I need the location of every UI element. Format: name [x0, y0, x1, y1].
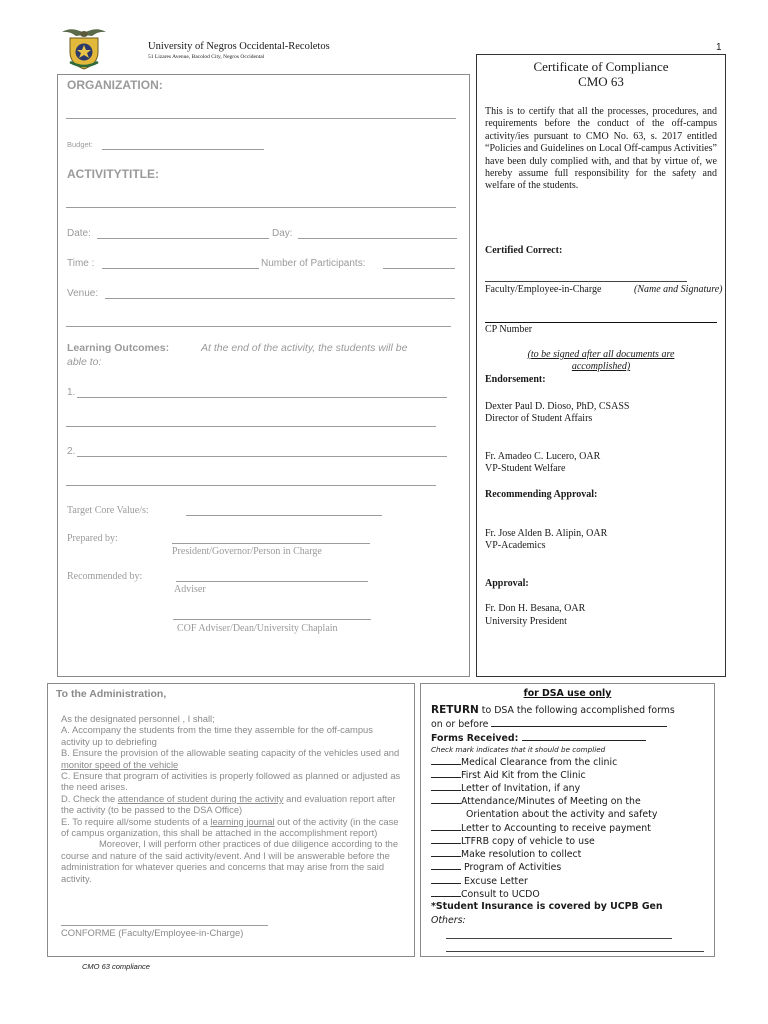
admin-intro: As the designated personnel , I shall;	[61, 713, 215, 724]
dsa-title: for DSA use only	[523, 688, 612, 699]
approval-label: Approval:	[485, 578, 529, 589]
dsa-insurance: *Student Insurance is covered by UCPB Gen	[431, 901, 663, 912]
adviser-role: Adviser	[174, 584, 206, 595]
participants-field[interactable]	[383, 268, 455, 269]
endorsement-label: Endorsement:	[485, 374, 546, 385]
signed-note: (to be signed after all documents are	[527, 349, 675, 360]
signatory-3-name: Fr. Jose Alden B. Alipin, OAR	[485, 528, 608, 539]
signatory-4-name: Fr. Don H. Besana, OAR	[485, 603, 586, 614]
date-label: Date:	[67, 228, 91, 239]
footer-label: CMO 63 compliance	[82, 962, 150, 971]
prepared-by-role: President/Governor/Person in Charge	[172, 546, 322, 557]
signatory-1-name: Dexter Paul D. Dioso, PhD, CSASS	[485, 401, 630, 412]
outcome-2-field[interactable]	[77, 456, 447, 457]
certificate-body: This is to certify that all the processes, procedures, and requirements before the conduct of the off-campus activity/ies pursuant to CMO No. 63, s. 2017 entitled “Policies and Guidelines on Local Off-campus Activities” have been duly complied with, and that by virtue of, we hereby assume full responsibility for the safety and welfare of the students.	[485, 106, 717, 192]
signatory-2-title: VP-Student Welfare	[485, 463, 566, 474]
signatory-1-title: Director of Student Affairs	[485, 413, 593, 424]
learning-outcomes-hint-2: able to:	[67, 356, 102, 368]
dsa-item-resolution[interactable]: Make resolution to collect	[431, 848, 581, 860]
day-field[interactable]	[298, 238, 457, 239]
recommended-by-label: Recommended by:	[67, 571, 143, 582]
conforme-signature-line[interactable]	[61, 925, 268, 926]
venue-field[interactable]	[105, 298, 455, 299]
dsa-item-excuse[interactable]: Excuse Letter	[431, 875, 528, 887]
signatory-2-name: Fr. Amadeo C. Lucero, OAR	[485, 451, 601, 462]
participants-label: Number of Participants:	[261, 258, 366, 269]
admin-item-c: C. Ensure that program of activities is properly followed as planned or adjusted as the need arises.	[61, 770, 401, 793]
learning-outcomes-label: Learning Outcomes:	[67, 342, 170, 354]
outcome-1-label: 1.	[67, 387, 76, 398]
adviser-signature-line[interactable]	[176, 581, 368, 582]
activity-form-box	[57, 74, 470, 677]
cp-number-line[interactable]	[485, 322, 717, 323]
signed-note-2: accomplished)	[571, 361, 631, 372]
admin-title: To the Administration,	[56, 688, 167, 700]
page-number: 1	[716, 42, 722, 53]
admin-item-a: A. Accompany the students from the time they assemble for the off-campus activity up to debriefing	[61, 724, 373, 747]
dsa-check-note: Check mark indicates that it should be complied	[431, 745, 606, 754]
dsa-item-accounting[interactable]: Letter to Accounting to receive payment	[431, 822, 651, 834]
faculty-label: Faculty/Employee-in-Charge	[485, 284, 602, 295]
prepared-by-signature-line[interactable]	[172, 543, 370, 544]
dsa-item-orientation: Orientation about the activity and safety	[466, 809, 658, 820]
dsa-item-attendance[interactable]: Attendance/Minutes of Meeting on the	[431, 795, 641, 807]
budget-label: Budget:	[67, 140, 93, 149]
dsa-item-program[interactable]: Program of Activities	[431, 861, 561, 873]
cof-signature-line[interactable]	[173, 619, 371, 620]
signatory-3-title: VP-Academics	[485, 540, 546, 551]
certified-correct-label: Certified Correct:	[485, 245, 563, 256]
faculty-signature-line[interactable]	[485, 281, 687, 282]
university-seal-icon	[58, 24, 110, 70]
dsa-others-label: Others:	[431, 915, 466, 926]
learning-outcomes-hint: At the end of the activity, the students will be	[201, 342, 408, 354]
cof-role: COF Adviser/Dean/University Chaplain	[177, 623, 338, 634]
venue-label: Venue:	[67, 288, 99, 299]
dsa-item-ucdo[interactable]: Consult to UCDO	[431, 888, 540, 900]
organization-label: ORGANIZATION:	[67, 78, 163, 92]
activity-title-label: ACTIVITYTITLE:	[67, 167, 159, 181]
dsa-return-line: RETURN to DSA the following accomplished forms	[431, 704, 675, 716]
certificate-subtitle: CMO 63	[578, 74, 624, 89]
dsa-forms-received: Forms Received:	[431, 732, 646, 744]
core-value-label: Target Core Value/s:	[67, 505, 149, 516]
dsa-item-medical[interactable]: Medical Clearance from the clinic	[431, 756, 617, 768]
dsa-on-or-before: on or before	[431, 718, 667, 730]
time-label: Time :	[67, 258, 95, 269]
conforme-label: CONFORME (Faculty/Employee-in-Charge)	[61, 927, 244, 938]
dsa-others-field[interactable]	[446, 938, 672, 939]
admin-item-d: D. Check the attendance of student during the activity and evaluation report after the activity (to be passed to the DSA Office)	[61, 792, 396, 816]
outcome-2-label: 2.	[67, 446, 76, 457]
dsa-item-ltfrb[interactable]: LTFRB copy of vehicle to use	[431, 835, 595, 847]
dsa-item-first-aid[interactable]: First Aid Kit from the Clinic	[431, 769, 586, 781]
university-name: University of Negros Occidental-Recoletos	[148, 41, 330, 52]
admin-closing: Moreover, I will perform other practices of due diligence according to the course and nature of the said activity/event. And I will be answerable before the administration for whatever queries and concerns that may arise from the said activity.	[61, 838, 399, 884]
budget-field[interactable]	[102, 149, 264, 150]
dsa-item-invitation[interactable]: Letter of Invitation, if any	[431, 782, 580, 794]
date-field[interactable]	[97, 238, 269, 239]
recommending-approval-label: Recommending Approval:	[485, 489, 598, 500]
outcome-2-field-2[interactable]	[66, 485, 436, 486]
organization-field[interactable]	[66, 118, 456, 119]
certificate-title: Certificate of Compliance	[533, 59, 669, 74]
university-address: 51 Lizares Avenue, Bacolod City, Negros Occidental	[148, 54, 265, 60]
cp-number-label: CP Number	[485, 324, 533, 335]
faculty-note: (Name and Signature)	[634, 284, 723, 295]
admin-item-b: B. Ensure the provision of the allowable seating capacity of the vehicles used and monitor speed of the vehicle	[61, 747, 400, 770]
outcome-1-field-2[interactable]	[66, 426, 436, 427]
venue-field-2[interactable]	[66, 326, 451, 327]
outcome-1-field[interactable]	[77, 397, 447, 398]
prepared-by-label: Prepared by:	[67, 533, 118, 544]
core-value-field[interactable]	[186, 515, 382, 516]
dsa-others-field-2[interactable]	[446, 951, 704, 952]
time-field[interactable]	[102, 268, 259, 269]
day-label: Day:	[272, 228, 293, 239]
admin-body	[61, 713, 403, 884]
signatory-4-title: University President	[485, 616, 567, 627]
admin-item-e: E. To require all/some students of a learning journal out of the activity (in the case of campus organization, this shall be attached in the accomplishment report)	[61, 815, 399, 839]
activity-title-field[interactable]	[66, 207, 456, 208]
